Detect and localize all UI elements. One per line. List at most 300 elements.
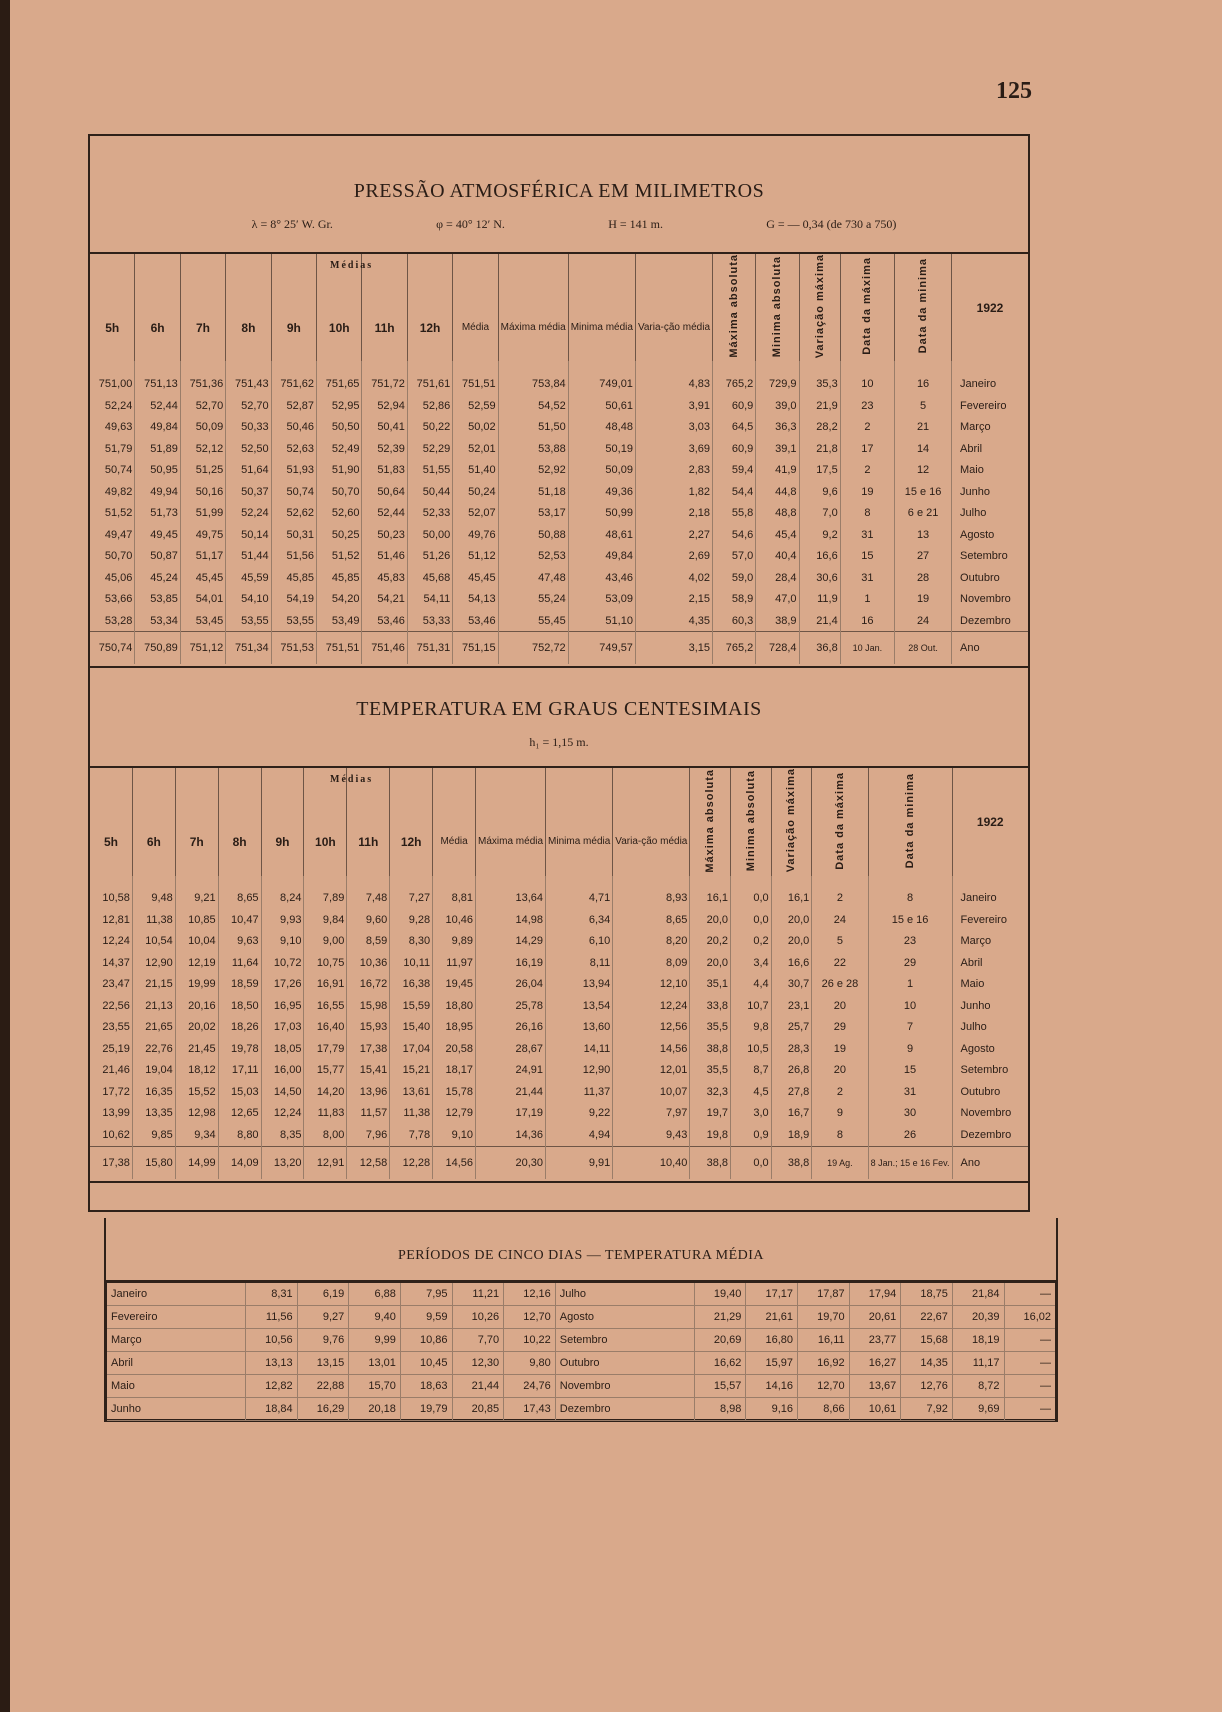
pressure-cell: 50,61 [568, 395, 635, 417]
pressure-header-12 [713, 254, 756, 361]
pressure-cell: 51,89 [135, 438, 180, 460]
pressure-header-label-5: 10h [328, 320, 350, 335]
temperature-header-label-11: Varia-ção média [615, 836, 688, 848]
temperature-cell: 9,89 [433, 931, 476, 953]
temperature-cell: 16,1 [690, 876, 731, 910]
temperature-cell: 33,8 [690, 995, 731, 1017]
pressure-cell: 55,24 [498, 588, 568, 610]
temperature-cell: 17,03 [261, 1017, 304, 1039]
temperature-cell: 20,0 [771, 909, 812, 931]
pressure-cell: 751,62 [271, 361, 316, 395]
pressure-cell: 50,24 [453, 481, 498, 503]
pressure-header-label-12: Máxima absoluta [728, 254, 741, 358]
temperature-year-cell: 14,09 [218, 1146, 261, 1179]
page-number: 125 [996, 78, 1032, 104]
pressure-cell: 45,59 [226, 567, 271, 589]
pressure-param-gravity: G = — 0,34 (de 730 a 750) [766, 217, 897, 231]
temperature-cell: 12,81 [90, 909, 132, 931]
pressure-cell: 50,95 [135, 459, 180, 481]
pressure-cell: 50,16 [180, 481, 225, 503]
periods-cell: 12,30 [452, 1352, 504, 1375]
pressure-cell: 751,65 [317, 361, 362, 395]
temperature-cell: 9,10 [433, 1124, 476, 1146]
pressure-cell: 59,0 [713, 567, 756, 589]
pressure-cell: 36,3 [756, 416, 799, 438]
temperature-cell: 16,00 [261, 1060, 304, 1082]
temperature-cell: 16,72 [347, 974, 390, 996]
pressure-cell: 17,5 [799, 459, 840, 481]
temperature-cell: 10,7 [731, 995, 772, 1017]
pressure-cell: 51,26 [407, 545, 452, 567]
pressure-header-10 [568, 254, 635, 361]
pressure-cell: 53,49 [317, 610, 362, 632]
temperature-cell: 9,22 [546, 1103, 613, 1125]
pressure-cell: 51,12 [453, 545, 498, 567]
pressure-cell: 48,61 [568, 524, 635, 546]
temperature-cell: 23,47 [90, 974, 132, 996]
pressure-year-cell: 728,4 [756, 632, 799, 665]
periods-cell: 15,68 [901, 1329, 953, 1352]
pressure-cell: 51,79 [90, 438, 135, 460]
pressure-cell: 50,70 [90, 545, 135, 567]
temperature-cell: 31 [868, 1081, 952, 1103]
pressure-cell: 12 [895, 459, 952, 481]
temperature-cell: Julho [960, 1021, 987, 1034]
temperature-cell: 2 [812, 1081, 868, 1103]
temperature-cell: 14,29 [476, 931, 546, 953]
pressure-cell: 19 [840, 481, 894, 503]
temperature-cell: 8,20 [613, 931, 690, 953]
pressure-year-cell: 751,51 [317, 632, 362, 665]
temperature-cell: 0,9 [731, 1124, 772, 1146]
temperature-cell: 13,61 [390, 1081, 433, 1103]
periods-cell: 11,56 [246, 1306, 298, 1329]
temperature-cell: 17,19 [476, 1103, 546, 1125]
pressure-cell: 55,45 [498, 610, 568, 632]
temperature-cell: 3,4 [731, 952, 772, 974]
pressure-cell: 16,6 [799, 545, 840, 567]
pressure-cell: 53,17 [498, 502, 568, 524]
temperature-header-0 [90, 768, 132, 875]
pressure-cell: 45,45 [453, 567, 498, 589]
pressure-header-label-16: Data da minima [917, 258, 930, 354]
periods-cell: 15,97 [746, 1352, 798, 1375]
pressure-cell: 751,61 [407, 361, 452, 395]
temperature-header-label-0: 5h [103, 834, 118, 849]
pressure-cell: 4,02 [635, 567, 712, 589]
pressure-cell: 2,27 [635, 524, 712, 546]
pressure-header-16 [895, 254, 952, 361]
pressure-cell: 50,09 [568, 459, 635, 481]
pressure-cell: 4,83 [635, 361, 712, 395]
pressure-cell: 50,74 [271, 481, 316, 503]
temperature-cell: 2 [812, 876, 868, 910]
pressure-cell: 14 [895, 438, 952, 460]
pressure-cell: 751,43 [226, 361, 271, 395]
pressure-cell: 58,9 [713, 588, 756, 610]
pressure-cell: 53,55 [271, 610, 316, 632]
temperature-row [90, 931, 1028, 953]
temperature-cell: 11,83 [304, 1103, 347, 1125]
pressure-header-4 [271, 254, 316, 361]
pressure-header-3 [226, 254, 271, 361]
periods-cell: 10,86 [400, 1329, 452, 1352]
pressure-cell: 1 [840, 588, 894, 610]
pressure-year-cell: 751,34 [226, 632, 271, 665]
periods-cell: Dezembro [555, 1398, 694, 1421]
pressure-cell: 53,34 [135, 610, 180, 632]
pressure-cell: 2,69 [635, 545, 712, 567]
pressure-cell: 53,46 [453, 610, 498, 632]
temperature-cell: 13,94 [546, 974, 613, 996]
temperature-cell: 9,28 [390, 909, 433, 931]
pressure-header-label-7: 12h [419, 320, 441, 335]
temperature-header-label-9: Máxima média [478, 836, 544, 848]
periods-row [107, 1352, 1055, 1375]
temperature-cell: 19,04 [132, 1060, 175, 1082]
pressure-cell: 50,64 [362, 481, 407, 503]
temperature-cell: Dezembro [960, 1128, 1012, 1141]
temperature-header-label-10: Minima média [548, 836, 611, 848]
temperature-cell: 12,24 [613, 995, 690, 1017]
temperature-cell: 17,72 [90, 1081, 132, 1103]
temperature-cell: 29 [812, 1017, 868, 1039]
temperature-header-15 [812, 768, 868, 875]
pressure-cell: Setembro [960, 550, 1008, 563]
pressure-row [90, 524, 1028, 546]
temperature-header-10 [546, 768, 613, 875]
periods-cell: 10,61 [849, 1398, 901, 1421]
pressure-header-label-14: Variação máxima [813, 254, 826, 359]
temperature-cell: 10,04 [175, 931, 218, 953]
pressure-cell: 51,90 [317, 459, 362, 481]
temperature-header-label-5: 10h [315, 834, 336, 849]
periods-cell: 20,18 [349, 1398, 401, 1421]
pressure-header-8 [453, 254, 498, 361]
periods-cell: 18,19 [952, 1329, 1004, 1352]
pressure-header-label-0: 5h [105, 320, 120, 335]
pressure-cell: 31 [840, 524, 894, 546]
pressure-cell: 45,45 [180, 567, 225, 589]
pressure-cell: 52,86 [407, 395, 452, 417]
pressure-cell: 53,88 [498, 438, 568, 460]
pressure-cell: 53,09 [568, 588, 635, 610]
temperature-cell: 16,7 [771, 1103, 812, 1125]
pressure-cell: 40,4 [756, 545, 799, 567]
pressure-cell: 3,91 [635, 395, 712, 417]
pressure-header-label-11: Varia-ção média [637, 322, 711, 334]
pressure-cell: 27 [895, 545, 952, 567]
periods-row [107, 1398, 1055, 1421]
temperature-cell: 12,01 [613, 1060, 690, 1082]
periods-cell: 16,27 [849, 1352, 901, 1375]
pressure-cell: 2,18 [635, 502, 712, 524]
pressure-cell: 50,87 [135, 545, 180, 567]
pressure-cell: 44,8 [756, 481, 799, 503]
temperature-cell: 0,0 [731, 909, 772, 931]
temperature-cell: 9,8 [731, 1017, 772, 1039]
pressure-cell: Novembro [960, 593, 1011, 606]
pressure-row [90, 567, 1028, 589]
pressure-cell: 50,23 [362, 524, 407, 546]
temperature-year-cell: 38,8 [690, 1146, 731, 1179]
temperature-header-label-12: Máxima absoluta [704, 768, 717, 873]
pressure-year-cell: 750,74 [90, 632, 135, 665]
periods-cell: 9,69 [952, 1398, 1004, 1421]
periods-cell: 20,69 [694, 1329, 746, 1352]
temperature-cell: 23,1 [771, 995, 812, 1017]
pressure-cell: 50,50 [317, 416, 362, 438]
pressure-cell: 54,6 [713, 524, 756, 546]
pressure-cell: 38,9 [756, 610, 799, 632]
periods-cell: 21,84 [952, 1283, 1004, 1306]
periods-cell: — [1004, 1398, 1055, 1421]
pressure-cell: 51,83 [362, 459, 407, 481]
temperature-cell: 14,50 [261, 1081, 304, 1103]
temperature-cell: 6,34 [546, 909, 613, 931]
temperature-year-cell: 13,20 [261, 1146, 304, 1179]
temperature-cell: 8,09 [613, 952, 690, 974]
pressure-header-label-2: 7h [196, 320, 211, 335]
temperature-cell: 26,8 [771, 1060, 812, 1082]
pressure-cell: 54,21 [362, 588, 407, 610]
pressure-cell: 39,1 [756, 438, 799, 460]
periods-row [107, 1329, 1055, 1352]
periods-cell: 22,88 [297, 1375, 349, 1398]
temperature-cell: 16,6 [771, 952, 812, 974]
temperature-cell: 12,98 [175, 1103, 218, 1125]
pressure-year-cell: 751,46 [362, 632, 407, 665]
pressure-cell: 52,39 [362, 438, 407, 460]
pressure-table [90, 254, 1028, 664]
temperature-cell: 13,64 [476, 876, 546, 910]
pressure-cell: 21,8 [799, 438, 840, 460]
temperature-cell: 20,2 [690, 931, 731, 953]
pressure-cell: 51,55 [407, 459, 452, 481]
temperature-header-label-7: 12h [400, 834, 422, 849]
temperature-cell: 8,24 [261, 876, 304, 910]
temperature-cell: 13,35 [132, 1103, 175, 1125]
pressure-header-15 [840, 254, 894, 361]
temperature-row [90, 1038, 1028, 1060]
pressure-cell: 52,70 [180, 395, 225, 417]
temperature-cell: 20 [812, 995, 868, 1017]
periods-cell: — [1004, 1329, 1055, 1352]
temperature-cell: Outubro [960, 1085, 1001, 1098]
pressure-row [90, 545, 1028, 567]
pressure-cell: 16 [840, 610, 894, 632]
temperature-year-cell: 8 Jan.; 15 e 16 Fev. [868, 1146, 952, 1179]
temperature-cell: 18,05 [261, 1038, 304, 1060]
temperature-cell: 9,10 [261, 931, 304, 953]
pressure-cell: 49,84 [568, 545, 635, 567]
temperature-cell: 26 e 28 [812, 974, 868, 996]
temperature-cell: 15,98 [347, 995, 390, 1017]
pressure-cell: 52,92 [498, 459, 568, 481]
pressure-cell: 15 [840, 545, 894, 567]
pressure-param-altitude: H = 141 m. [608, 217, 663, 231]
pressure-cell: 749,01 [568, 361, 635, 395]
temperature-cell: 21,15 [132, 974, 175, 996]
temperature-cell: 28,67 [476, 1038, 546, 1060]
pressure-cell: 64,5 [713, 416, 756, 438]
temperature-cell: 27,8 [771, 1081, 812, 1103]
pressure-year-cell: 751,15 [453, 632, 498, 665]
temperature-cell: 16,35 [132, 1081, 175, 1103]
temperature-cell: 23,55 [90, 1017, 132, 1039]
pressure-cell: 765,2 [713, 361, 756, 395]
temperature-cell: 16,19 [476, 952, 546, 974]
pressure-cell: 47,0 [756, 588, 799, 610]
periods-cell: 9,16 [746, 1398, 798, 1421]
pressure-cell: 50,19 [568, 438, 635, 460]
temperature-cell: 8,30 [390, 931, 433, 953]
temperature-cell: 8,65 [218, 876, 261, 910]
pressure-param-latitude: φ = 40° 12′ N. [436, 217, 505, 231]
pressure-cell: 24 [895, 610, 952, 632]
periods-cell: 9,80 [504, 1352, 556, 1375]
temperature-cell: Novembro [960, 1107, 1012, 1120]
pressure-row [90, 502, 1028, 524]
pressure-header-label-1: 6h [150, 320, 165, 335]
periods-cell: 12,70 [798, 1375, 850, 1398]
temperature-header-label-6: 11h [358, 834, 379, 849]
pressure-cell: 52,12 [180, 438, 225, 460]
pressure-cell: 19 [895, 588, 952, 610]
temperature-row [90, 1017, 1028, 1039]
temperature-row [90, 952, 1028, 974]
pressure-row [90, 588, 1028, 610]
temperature-cell: 7,27 [390, 876, 433, 910]
pressure-cell: 54,13 [453, 588, 498, 610]
temperature-header-label-2: 7h [189, 834, 204, 849]
periods-cell: 13,01 [349, 1352, 401, 1375]
temperature-cell: 19,7 [690, 1103, 731, 1125]
periods-cell: 23,77 [849, 1329, 901, 1352]
temperature-row [90, 974, 1028, 996]
pressure-cell: 28 [895, 567, 952, 589]
temperature-cell: 23 [868, 931, 952, 953]
temperature-year-cell: 15,80 [132, 1146, 175, 1179]
temperature-cell: 15,40 [390, 1017, 433, 1039]
pressure-cell: 53,85 [135, 588, 180, 610]
pressure-row [90, 459, 1028, 481]
temperature-cell: 15 e 16 [868, 909, 952, 931]
periods-cell: — [1004, 1352, 1055, 1375]
periods-cell: 16,11 [798, 1329, 850, 1352]
periods-cell: 10,45 [400, 1352, 452, 1375]
temperature-cell: 16,38 [390, 974, 433, 996]
temperature-cell: 19 [812, 1038, 868, 1060]
periods-cell: — [1004, 1283, 1055, 1306]
temperature-cell: 10,47 [218, 909, 261, 931]
temperature-cell: 25,78 [476, 995, 546, 1017]
temperature-cell: 15,78 [433, 1081, 476, 1103]
temperature-row [90, 995, 1028, 1017]
temperature-cell: 9,21 [175, 876, 218, 910]
temperature-cell: 21,45 [175, 1038, 218, 1060]
pressure-cell: 751,00 [90, 361, 135, 395]
temperature-cell: 12,90 [546, 1060, 613, 1082]
periods-table [107, 1283, 1055, 1421]
periods-cell: 15,70 [349, 1375, 401, 1398]
temperature-cell: 12,79 [433, 1103, 476, 1125]
pressure-cell: 50,22 [407, 416, 452, 438]
temperature-cell: 3,0 [731, 1103, 772, 1125]
periods-cell: Julho [555, 1283, 694, 1306]
binding-edge [0, 0, 10, 1712]
pressure-header-label-13: Minima absoluta [771, 255, 784, 357]
periods-cell: Abril [107, 1352, 246, 1375]
temperature-cell: 4,5 [731, 1081, 772, 1103]
periods-cell: 24,76 [504, 1375, 556, 1398]
temperature-cell: 10,62 [90, 1124, 132, 1146]
temperature-cell: 10,46 [433, 909, 476, 931]
temperature-cell: 18,80 [433, 995, 476, 1017]
temperature-row [90, 876, 1028, 910]
pressure-cell: 751,51 [453, 361, 498, 395]
temperature-cell: 14,20 [304, 1081, 347, 1103]
temperature-cell: 16,40 [304, 1017, 347, 1039]
temperature-cell: 11,38 [132, 909, 175, 931]
temperature-cell: 30 [868, 1103, 952, 1125]
pressure-cell: 10 [840, 361, 894, 395]
temperature-cell: 19,45 [433, 974, 476, 996]
pressure-header-label-17: 1922 [976, 300, 1004, 315]
pressure-cell: 9,6 [799, 481, 840, 503]
temperature-cell: 9 [812, 1103, 868, 1125]
periods-cell: 21,44 [452, 1375, 504, 1398]
temperature-year-cell: 14,99 [175, 1146, 218, 1179]
pressure-cell: 729,9 [756, 361, 799, 395]
temperature-cell: 8,80 [218, 1124, 261, 1146]
pressure-cell: 41,9 [756, 459, 799, 481]
temperature-cell: 9,48 [132, 876, 175, 910]
pressure-header-7 [407, 254, 452, 361]
pressure-cell: 51,99 [180, 502, 225, 524]
temperature-year-cell: 19 Ag. [812, 1146, 868, 1179]
pressure-header-label-9: Máxima média [500, 322, 566, 334]
pressure-cell: 52,50 [226, 438, 271, 460]
periods-cell: 8,31 [246, 1283, 298, 1306]
temperature-cell: 15,21 [390, 1060, 433, 1082]
periods-cell: 19,79 [400, 1398, 452, 1421]
temperature-header-14 [771, 768, 812, 875]
periods-frame [104, 1280, 1058, 1422]
temperature-cell: Agosto [960, 1042, 995, 1055]
pressure-year-cell: 750,89 [135, 632, 180, 665]
temperature-cell: 9,85 [132, 1124, 175, 1146]
temperature-cell: 7,78 [390, 1124, 433, 1146]
temperature-cell: 9,43 [613, 1124, 690, 1146]
temperature-cell: 4,94 [546, 1124, 613, 1146]
pressure-cell: 50,31 [271, 524, 316, 546]
periods-cell: 16,62 [694, 1352, 746, 1375]
temperature-cell: 5 [812, 931, 868, 953]
temperature-header-2 [175, 768, 218, 875]
temperature-year-row [90, 1146, 1028, 1179]
pressure-cell: 52,63 [271, 438, 316, 460]
pressure-cell: 7,0 [799, 502, 840, 524]
temperature-cell: 18,59 [218, 974, 261, 996]
pressure-header-label-10: Minima média [570, 322, 633, 334]
pressure-cell: 43,46 [568, 567, 635, 589]
pressure-cell: 753,84 [498, 361, 568, 395]
temperature-cell: 38,8 [690, 1038, 731, 1060]
periods-cell: 20,61 [849, 1306, 901, 1329]
temperature-header-label-15: Data da máxima [833, 771, 846, 870]
temperature-cell: 9,00 [304, 931, 347, 953]
